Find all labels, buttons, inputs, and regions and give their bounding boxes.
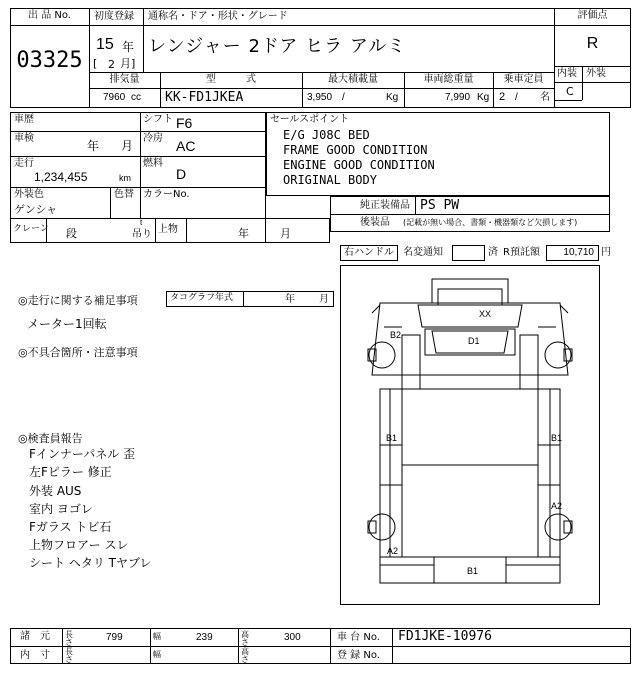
gross-weight-label: 車両総重量: [423, 74, 474, 85]
dims-label: 諸 元: [20, 631, 50, 642]
inspector-line-4: 室内 ヨゴレ: [29, 502, 93, 516]
grade-divider: [554, 8, 555, 108]
name-change: 名変通知: [403, 247, 443, 258]
inspection-month: 月: [121, 139, 134, 153]
grade-value-line: [554, 82, 631, 83]
tachograph-divider: [243, 291, 244, 307]
shift-value: F6: [176, 115, 193, 131]
reg-month-unit: 月]: [120, 57, 136, 70]
length-label: 長さ: [65, 630, 73, 648]
displacement-value: 7960: [103, 92, 126, 103]
grade-value: R: [586, 35, 599, 52]
inner-label: 内 寸: [20, 650, 50, 661]
lot-divider: [89, 8, 90, 108]
exterior-grade: C: [566, 85, 574, 98]
title-label: 通称名・ドア・形状・グレード: [148, 11, 288, 22]
crane-hanging: 吊り: [132, 229, 152, 240]
width-value: 239: [196, 632, 213, 643]
capacity-value: 2: [499, 91, 506, 103]
genuine-label: 純正装備品: [360, 200, 410, 211]
mark-a2-left: A2: [387, 546, 399, 556]
driving-note: メーター1回転: [27, 317, 107, 331]
interior-label: 内装: [557, 68, 577, 79]
grade-sub-line: [554, 66, 631, 67]
footer-div-3: [238, 628, 239, 664]
body-divider: [186, 218, 187, 243]
grade-sub-divider: [582, 66, 583, 100]
lot-label: 出 品 No.: [28, 10, 71, 21]
footer-mid-line: [10, 646, 631, 647]
tachograph-month: 月: [319, 294, 329, 305]
color-label: 外装色: [14, 189, 44, 200]
color-value: ゲンシャ: [14, 203, 58, 216]
footer-div-4: [330, 628, 331, 664]
lot-number: 03325: [16, 48, 83, 73]
specs-top-line: [89, 72, 554, 73]
grade-label: 評価点: [577, 10, 608, 21]
chassis-value: FD1JKE-10976: [398, 629, 492, 644]
mileage-unit: km: [119, 173, 131, 183]
gross-weight-value: 7,990: [445, 92, 471, 103]
sales-line-4: ORIGINAL BODY: [283, 173, 377, 187]
exterior-label: 外装: [586, 68, 606, 79]
mark-b1-bottom: B1: [467, 566, 479, 576]
recycle-unit: 円: [601, 247, 611, 258]
inner-length-label: 長さ: [65, 647, 73, 665]
model-label: 型 式: [206, 74, 256, 85]
lot-label-line: [10, 25, 89, 26]
displacement-label: 排気量: [109, 74, 140, 85]
chassis-label: 車 台 No.: [337, 632, 380, 643]
gross-weight-unit: Kg: [477, 92, 490, 103]
first-reg-divider: [143, 8, 144, 72]
inspector-title: ◎検査員報告: [18, 432, 83, 445]
fuel-value: D: [176, 166, 187, 182]
mileage-value: 1,234,455: [34, 170, 88, 184]
first-reg-label: 初度登録: [94, 11, 134, 22]
height-label: 高さ: [241, 630, 249, 648]
details-row-4: [10, 218, 266, 219]
capacity-label: 乗車定員: [503, 74, 544, 85]
footer-div-2: [150, 628, 151, 664]
defects-title: ◎不具合箇所・注意事項: [18, 346, 138, 359]
inner-width-label: 幅: [153, 650, 161, 659]
body-extension: [266, 218, 330, 243]
car-name: レンジャー 2ドア ヒラ アルミ: [148, 36, 407, 57]
body-label: 上物: [158, 224, 178, 235]
right-hand: 右ハンドル: [344, 247, 394, 258]
max-load-value: 3,950: [307, 92, 333, 103]
name-change-box: [452, 245, 485, 261]
capacity-unit: 名: [540, 92, 550, 103]
equipment-divider: [415, 196, 416, 214]
genuine-value: PS PW: [420, 198, 460, 213]
aircon-label: 冷房: [143, 133, 163, 144]
inspector-line-6: 上物フロアー スレ: [29, 538, 129, 552]
max-load-slash: /: [342, 92, 345, 103]
crane-label: クレーン: [13, 224, 49, 234]
grade-bottom-line: [554, 100, 582, 101]
details-row-3: [10, 187, 266, 188]
grade-label-line: [554, 25, 631, 26]
inspector-line-2: 左Fピラー 修正: [29, 465, 112, 479]
reg-year: 15: [96, 36, 114, 53]
aftermarket-note: (記載が無い場合、書類・機器類など欠損します): [403, 218, 578, 227]
header-label-line: [89, 25, 554, 26]
model-value: KK-FD1JKEA: [165, 90, 244, 105]
inspector-line-1: Fインナーパネル 歪: [29, 447, 136, 461]
crane-stage: 段: [66, 227, 77, 240]
displacement-unit: cc: [131, 92, 141, 103]
mark-b1-right: B1: [551, 433, 563, 443]
inspection-year: 年: [87, 139, 100, 153]
recycle-value: 10,710: [563, 247, 594, 258]
tachograph-year: 年: [285, 294, 295, 305]
registration-label: 登 録 No.: [337, 650, 380, 661]
body-year: 年: [238, 227, 249, 240]
fuel-label: 燃料: [143, 158, 163, 169]
aircon-value: AC: [176, 138, 196, 154]
specs-mid-line: [89, 88, 554, 89]
max-load-unit: Kg: [386, 92, 399, 103]
sales-label: セールスポイント: [270, 114, 350, 125]
tachograph-label: タコグラフ年式: [170, 293, 234, 303]
recycle-label: R預託額: [503, 247, 540, 258]
shift-label: シフト: [143, 114, 173, 125]
crane-body-divider: [155, 218, 156, 243]
mark-b2: B2: [390, 330, 402, 340]
inspector-line-7: シート ヘタリ Tヤブレ: [29, 556, 152, 570]
mileage-label: 走行: [14, 158, 34, 169]
details-row-1: [10, 131, 266, 132]
inspection-label: 車検: [14, 133, 34, 144]
sales-line-1: E/G J08C BED: [283, 128, 370, 142]
reg-month: 2: [108, 58, 115, 71]
details-row-2: [10, 156, 266, 157]
length-value: 799: [106, 632, 123, 643]
inspector-line-5: Fガラス トビ石: [29, 520, 112, 534]
mark-a2-right: A2: [551, 501, 563, 511]
max-load-label: 最大積載量: [328, 74, 378, 85]
aftermarket-label: 後装品: [360, 217, 390, 228]
driving-title: ◎走行に関する補足事項: [18, 294, 138, 307]
color-number-label: カラーNo.: [143, 189, 190, 200]
height-value: 300: [284, 632, 301, 643]
equipment-mid-line: [330, 214, 610, 215]
mark-b1-left: B1: [386, 433, 398, 443]
details-col-divider: [140, 112, 141, 218]
crane-t: t: [140, 218, 143, 227]
inner-height-label: 高さ: [241, 647, 249, 665]
recycle-mark: 済: [488, 247, 498, 258]
sales-line-2: FRAME GOOD CONDITION: [283, 143, 428, 157]
footer-div-1: [62, 628, 63, 664]
sales-line-3: ENGINE GOOD CONDITION: [283, 158, 435, 172]
capacity-slash: /: [515, 92, 518, 103]
color-divider: [110, 187, 111, 218]
body-month: 月: [280, 227, 291, 240]
footer-div-5: [392, 628, 393, 664]
mark-d1: D1: [468, 336, 480, 346]
color-no-label: 色替: [114, 189, 134, 200]
reg-year-unit: 年: [122, 40, 135, 54]
inspector-line-3: 外装 AUS: [29, 484, 82, 498]
width-label: 幅: [153, 632, 161, 641]
reg-month-open: [: [93, 57, 98, 70]
mark-xx: XX: [479, 309, 492, 319]
history-label: 車歴: [14, 114, 34, 125]
